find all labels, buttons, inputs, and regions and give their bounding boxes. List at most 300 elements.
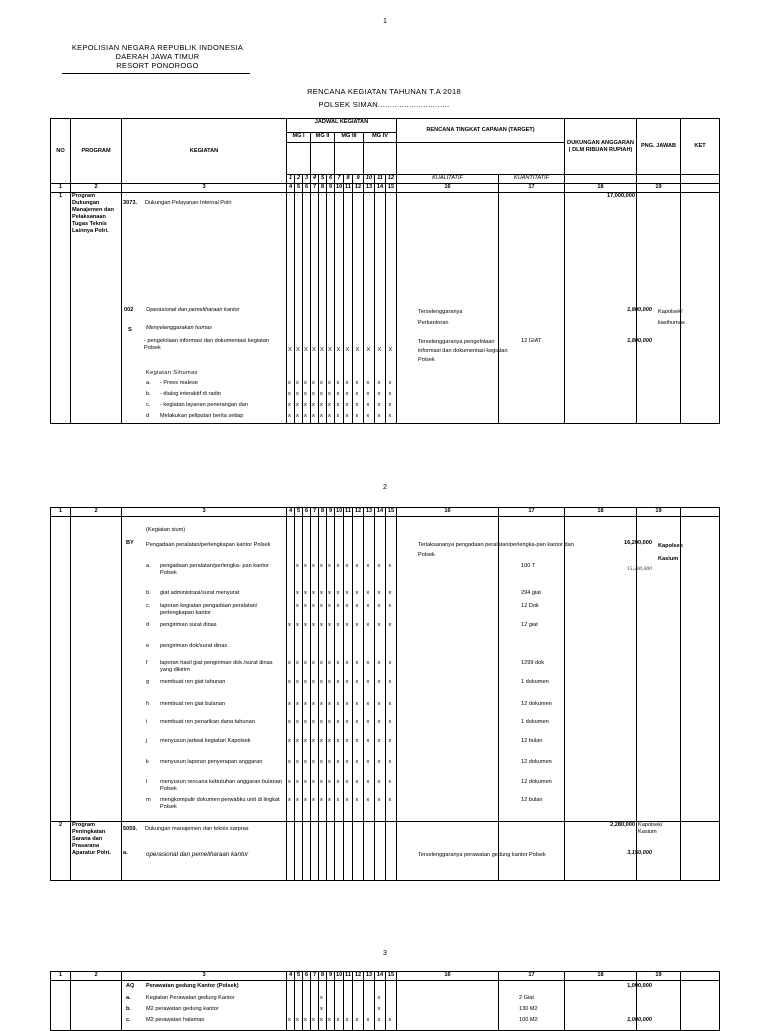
- list-item-text: menyusun laporan penyerapan anggaran: [160, 759, 263, 765]
- aq-code: AQ: [126, 983, 135, 989]
- institution-line-3: RESORT PONOROGO: [116, 61, 199, 70]
- schedule-mark: x: [336, 380, 340, 386]
- schedule-mark: x: [336, 779, 340, 785]
- schedule-mark: x: [320, 1017, 323, 1023]
- subS-code: S: [128, 327, 132, 333]
- schedule-mark: x: [345, 701, 349, 707]
- list-item-qty: 12 dokumen: [521, 779, 552, 785]
- head-target: RENCANA TINGKAT CAPAIAN (TARGET): [397, 119, 565, 143]
- colnum: 16: [397, 508, 499, 517]
- month-6: 6: [327, 175, 335, 184]
- colnum: 3: [122, 972, 287, 981]
- month-7: 7: [335, 175, 344, 184]
- schedule-mark: x: [336, 391, 340, 397]
- schedule-mark: x: [377, 995, 381, 1001]
- list-item-amount: 1,000,000: [627, 1017, 652, 1023]
- schedule-mark: x: [366, 380, 370, 386]
- list-item-text: giat administrasi/surat menyurat: [160, 590, 240, 596]
- colnum: 4: [287, 508, 295, 517]
- sub002-pj: Kapolsek/ kasihumas: [658, 309, 685, 326]
- by-amount-2: 15,200,000: [626, 566, 652, 572]
- schedule-mark: x: [296, 679, 299, 685]
- schedule-mark: x: [336, 701, 340, 707]
- subS-target: Terselenggaranya pengelolaan informasi dan dokumentasi kegiatan Polsek: [418, 339, 508, 363]
- colnum: 17: [499, 972, 565, 981]
- schedule-mark: x: [355, 701, 359, 707]
- schedule-mark: x: [312, 622, 315, 628]
- schedule-mark: x: [288, 391, 291, 397]
- head-quarter-4: MG IV: [364, 133, 397, 143]
- schedule-mark: x: [345, 759, 349, 765]
- schedule-mark: x: [366, 622, 370, 628]
- schedule-mark: x: [328, 402, 331, 408]
- schedule-mark: x: [312, 391, 315, 397]
- list-item-qty: 12 bulan: [521, 738, 543, 744]
- schedule-mark: x: [320, 590, 323, 596]
- schedule-mark: x: [288, 701, 291, 707]
- schedule-mark: x: [312, 402, 315, 408]
- schedule-mark: x: [336, 797, 340, 803]
- schedule-mark: x: [355, 660, 359, 666]
- schedule-mark: x: [312, 679, 315, 685]
- schedule-mark: x: [320, 701, 323, 707]
- schedule-mark: x: [296, 779, 299, 785]
- schedule-mark: x: [328, 701, 331, 707]
- list-item-text: membuat ren penarikan dana tahunan: [160, 719, 255, 725]
- colnum: 17: [499, 184, 565, 193]
- list-item-qty: 12 bulan: [521, 797, 543, 803]
- row2-amount: 2,280,000: [565, 822, 637, 881]
- schedule-mark: x: [304, 603, 307, 609]
- schedule-mark: x: [328, 660, 331, 666]
- by-target: Terlaksananya pengadaan peralatan/perlengka-pan kantor dan Polsek: [418, 542, 574, 558]
- list-item-key: d: [146, 413, 150, 419]
- colnum: 17: [499, 508, 565, 517]
- schedule-mark: x: [296, 603, 299, 609]
- schedule-mark: x: [345, 660, 349, 666]
- list-item-qty: 1299 dok: [521, 660, 545, 666]
- schedule-mark: X: [320, 347, 324, 353]
- schedule-mark: x: [388, 738, 392, 744]
- aq-text: Perawatan gedung Kantor (Polsek): [146, 983, 239, 989]
- schedule-mark: x: [355, 603, 359, 609]
- schedule-mark: x: [377, 701, 381, 707]
- colnum: 18: [565, 972, 637, 981]
- row2-program: Program Peningkatan Sarana dan Prasarana Aparatur Polri.: [71, 822, 122, 881]
- schedule-mark: x: [366, 701, 370, 707]
- colnum: 10: [335, 508, 344, 517]
- sub002-text: Operasional dan pemeliharaan kantor: [146, 307, 240, 313]
- institution-line-2: DAERAH JAWA TIMUR: [115, 52, 200, 61]
- list-item-text: Melakukan peliputan berita setiap: [160, 413, 244, 419]
- row2-target: Terselenggaranya perawatan gedung kantor Polsek: [418, 852, 546, 858]
- schedule-mark: x: [377, 679, 381, 685]
- schedule-mark: x: [328, 797, 331, 803]
- colnum: 1: [51, 508, 71, 517]
- schedule-mark: x: [377, 603, 381, 609]
- list-item-key: m: [146, 797, 151, 803]
- colnum: 7: [311, 972, 319, 981]
- schedule-mark: x: [312, 759, 315, 765]
- month-12: 12: [386, 175, 397, 184]
- institution-line-1: KEPOLISIAN NEGARA REPUBLIK INDONESIA: [71, 43, 244, 52]
- schedule-mark: x: [355, 779, 359, 785]
- colnum: 8: [319, 508, 327, 517]
- schedule-mark: x: [345, 679, 349, 685]
- schedule-mark: x: [345, 563, 349, 569]
- month-10: 10: [364, 175, 375, 184]
- schedule-mark: x: [388, 779, 392, 785]
- colnum: 4: [287, 972, 295, 981]
- schedule-mark: x: [366, 738, 370, 744]
- schedule-mark: x: [304, 660, 307, 666]
- list-item-qty: 100 M2: [519, 1017, 538, 1023]
- schedule-mark: x: [304, 563, 307, 569]
- schedule-mark: x: [336, 738, 340, 744]
- schedule-mark: x: [388, 380, 392, 386]
- colnum: 15: [386, 184, 397, 193]
- row1-code: 3073.: [123, 200, 137, 206]
- schedule-mark: x: [296, 563, 299, 569]
- schedule-mark: x: [328, 622, 331, 628]
- row2-sub-text: operasional dan pemeliharaan kantor: [146, 851, 249, 858]
- colnum: 13: [364, 972, 375, 981]
- schedule-mark: x: [355, 402, 359, 408]
- schedule-mark: x: [328, 391, 331, 397]
- schedule-mark: x: [320, 779, 323, 785]
- month-2: 2: [295, 175, 303, 184]
- schedule-mark: x: [388, 660, 392, 666]
- sub002-amount: 1,800,000: [627, 307, 652, 313]
- subS-amount: 1,800,000: [627, 338, 652, 344]
- head-ket: KET: [681, 119, 720, 175]
- activity-table-page-1: [50, 118, 720, 424]
- schedule-mark: X: [304, 347, 308, 353]
- schedule-mark: X: [296, 347, 300, 353]
- list-item-qty: 12 dokumen: [521, 759, 552, 765]
- schedule-mark: x: [312, 380, 315, 386]
- schedule-mark: x: [336, 413, 340, 419]
- colnum: 15: [386, 508, 397, 517]
- schedule-mark: x: [377, 380, 381, 386]
- month-8: 8: [344, 175, 353, 184]
- row1-kegiatan: Dukungan Pelayanan Internal Polri: [145, 200, 232, 206]
- colnum: 12: [353, 508, 364, 517]
- list-item-text: pengiriman dok/surat dinas: [160, 643, 228, 649]
- colnum: 8: [319, 184, 327, 193]
- schedule-mark: x: [336, 603, 340, 609]
- by-code: BY: [126, 540, 134, 546]
- list-item-text: membuat ren giat tahunan: [160, 679, 226, 685]
- schedule-mark: x: [377, 413, 381, 419]
- list-item-key: f: [146, 660, 148, 666]
- schedule-mark: x: [377, 797, 381, 803]
- schedule-mark: X: [312, 347, 316, 353]
- list-item-key: d: [146, 622, 150, 628]
- list-item-text: M2 perawatan gedung kantor: [146, 1006, 219, 1012]
- list-item-key: a.: [126, 995, 131, 1001]
- colnum: 9: [327, 508, 335, 517]
- month-11: 11: [375, 175, 386, 184]
- schedule-mark: x: [312, 701, 315, 707]
- schedule-mark: x: [355, 1017, 359, 1023]
- schedule-mark: x: [388, 563, 392, 569]
- list-item-text: - dialog interaktif di radio: [160, 391, 221, 397]
- list-item-key: i: [146, 719, 148, 725]
- schedule-mark: x: [366, 679, 370, 685]
- row2-code: 5059.: [123, 826, 137, 832]
- colnum: 14: [375, 184, 386, 193]
- schedule-mark: x: [288, 380, 291, 386]
- schedule-mark: x: [312, 797, 315, 803]
- schedule-mark: x: [388, 391, 392, 397]
- list-item-key: c.: [126, 1017, 131, 1023]
- schedule-mark: X: [288, 347, 292, 353]
- schedule-mark: x: [296, 402, 299, 408]
- schedule-mark: x: [388, 797, 392, 803]
- schedule-mark: x: [288, 738, 291, 744]
- page2-intro: (Kegiatan sium): [146, 527, 186, 533]
- colnum: 5: [295, 972, 303, 981]
- colnum: 7: [311, 184, 319, 193]
- schedule-mark: x: [336, 759, 340, 765]
- colnum: 10: [335, 184, 344, 193]
- schedule-mark: x: [345, 590, 349, 596]
- schedule-mark: x: [355, 679, 359, 685]
- schedule-mark: x: [312, 779, 315, 785]
- schedule-mark: x: [355, 797, 359, 803]
- colnum: 8: [319, 972, 327, 981]
- colnum: 3: [122, 184, 287, 193]
- schedule-mark: x: [366, 779, 370, 785]
- head-target-text: [397, 143, 565, 175]
- colnum: 6: [303, 184, 311, 193]
- colnum: 19: [637, 184, 681, 193]
- schedule-mark: x: [355, 719, 359, 725]
- schedule-mark: x: [366, 413, 370, 419]
- colnum: 14: [375, 972, 386, 981]
- schedule-mark: x: [336, 679, 340, 685]
- subS-detail: - pengelolaan informasi dan dokumentasi kegiatan Polsek: [144, 338, 270, 351]
- schedule-mark: x: [336, 660, 340, 666]
- schedule-mark: x: [288, 759, 291, 765]
- row1-amount: 17,000,000: [565, 193, 637, 424]
- list-item-text: laporan hasil giat pengiriman dok./surat dinas yang dikirim: [160, 660, 273, 673]
- month-1: 1: [287, 175, 295, 184]
- list-item-text: laporan kegiatan pengadaan peralatan/ perlengkapan kantor: [160, 603, 258, 616]
- schedule-mark: X: [328, 347, 332, 353]
- schedule-mark: x: [388, 759, 392, 765]
- colnum: 9: [327, 184, 335, 193]
- schedule-mark: x: [345, 413, 349, 419]
- list-item-key: k: [146, 759, 149, 765]
- schedule-mark: x: [377, 738, 381, 744]
- schedule-mark: x: [304, 738, 307, 744]
- schedule-mark: x: [304, 719, 307, 725]
- schedule-mark: x: [328, 1017, 331, 1023]
- colnum: 4: [287, 184, 295, 193]
- colnum: 3: [122, 508, 287, 517]
- list-item-text: - Prees realese: [160, 380, 198, 386]
- colnum: 1: [51, 972, 71, 981]
- schedule-mark: X: [366, 347, 371, 353]
- schedule-mark: x: [345, 380, 349, 386]
- colnum: 14: [375, 508, 386, 517]
- schedule-mark: x: [320, 660, 323, 666]
- schedule-mark: x: [288, 779, 291, 785]
- schedule-mark: x: [345, 719, 349, 725]
- colnum: 10: [335, 972, 344, 981]
- schedule-mark: x: [288, 679, 291, 685]
- schedule-mark: x: [328, 719, 331, 725]
- head-dukungan: DUKUNGAN ANGGARAN ( DLM RIBUAN RUPIAH): [565, 119, 637, 175]
- header-underline: [62, 73, 250, 74]
- schedule-mark: x: [304, 759, 307, 765]
- schedule-mark: x: [388, 1017, 392, 1023]
- schedule-mark: x: [345, 391, 349, 397]
- row1-no: 1: [51, 193, 71, 424]
- schedule-mark: x: [328, 738, 331, 744]
- colnum: 15: [386, 972, 397, 981]
- list-item-key: b.: [146, 590, 151, 596]
- head-kuantitatif: KUANTITATIF: [499, 175, 565, 184]
- schedule-mark: x: [304, 402, 307, 408]
- schedule-mark: x: [366, 563, 370, 569]
- schedule-mark: x: [345, 738, 349, 744]
- subS-qty: 12 GIAT: [521, 338, 542, 344]
- colnum: 1: [51, 184, 71, 193]
- plan-title: RENCANA KEGIATAN TAHUNAN T.A 2018: [307, 87, 461, 96]
- list-item-key: b.: [146, 391, 151, 397]
- schedule-mark: X: [345, 347, 350, 353]
- colnum: 2: [71, 508, 122, 517]
- schedule-mark: x: [320, 380, 323, 386]
- by-amount: 16,200,000: [624, 540, 652, 546]
- column-number-row-1: [51, 184, 720, 193]
- schedule-mark: x: [296, 622, 299, 628]
- colnum: 16: [397, 972, 499, 981]
- schedule-mark: x: [377, 622, 381, 628]
- schedule-mark: x: [366, 603, 370, 609]
- colnum: 9: [327, 972, 335, 981]
- month-3: 3: [303, 175, 311, 184]
- head-jadwal: JADWAL KEGIATAN: [287, 119, 397, 133]
- schedule-mark: x: [345, 779, 349, 785]
- schedule-mark: x: [388, 590, 392, 596]
- schedule-mark: x: [336, 719, 340, 725]
- schedule-mark: X: [336, 347, 341, 353]
- row1-program: Program Dukungan Manajemen dan Pelaksanaan Tugas Teknis Lainnya Polri.: [71, 193, 122, 424]
- schedule-mark: x: [366, 660, 370, 666]
- list-item-key: g: [146, 679, 150, 685]
- schedule-mark: x: [320, 563, 323, 569]
- month-5: 5: [319, 175, 327, 184]
- schedule-mark: x: [355, 622, 359, 628]
- schedule-mark: x: [296, 701, 299, 707]
- schedule-mark: x: [377, 779, 381, 785]
- list-item-text: - kegiatan layanan penerangan dan: [160, 402, 249, 408]
- schedule-mark: x: [366, 797, 370, 803]
- schedule-mark: x: [296, 590, 299, 596]
- colnum: 11: [344, 184, 353, 193]
- schedule-mark: x: [328, 679, 331, 685]
- list-item-text: M2 perawatan halaman: [146, 1017, 205, 1023]
- schedule-mark: x: [296, 719, 299, 725]
- schedule-mark: x: [345, 402, 349, 408]
- schedule-mark: x: [328, 413, 331, 419]
- colnum: 6: [303, 508, 311, 517]
- colnum: 7: [311, 508, 319, 517]
- schedule-mark: x: [345, 622, 349, 628]
- schedule-mark: x: [328, 603, 331, 609]
- list-item-text: pengadaan peralatan/perlengka- pan kantor Polsek: [160, 563, 269, 576]
- schedule-mark: x: [320, 391, 323, 397]
- schedule-mark: x: [345, 1017, 349, 1023]
- schedule-mark: x: [304, 391, 307, 397]
- colnum: 13: [364, 184, 375, 193]
- row2-sub-code: a.: [123, 850, 128, 856]
- schedule-mark: x: [304, 590, 307, 596]
- schedule-mark: x: [328, 759, 331, 765]
- schedule-mark: x: [388, 622, 392, 628]
- list-item-text: Kegiatan Perawatan gedung Kantor: [146, 995, 235, 1001]
- schedule-mark: x: [312, 660, 315, 666]
- colnum: 2: [71, 972, 122, 981]
- schedule-mark: x: [355, 590, 359, 596]
- head-kualitatif: KUALITATIF: [397, 175, 499, 184]
- schedule-mark: X: [355, 347, 360, 353]
- schedule-mark: x: [304, 1017, 307, 1023]
- schedule-mark: x: [320, 759, 323, 765]
- schedule-mark: x: [336, 622, 340, 628]
- schedule-mark: x: [355, 391, 359, 397]
- list-item-qty: 12 giat: [521, 622, 538, 628]
- column-number-row-2: [51, 508, 720, 517]
- head-kegiatan: KEGIATAN: [122, 119, 287, 184]
- colnum: 16: [397, 184, 499, 193]
- schedule-mark: x: [377, 590, 381, 596]
- schedule-mark: x: [377, 402, 381, 408]
- schedule-mark: x: [312, 719, 315, 725]
- schedule-mark: x: [312, 738, 315, 744]
- head-quarter-2: MG II: [311, 133, 335, 143]
- month-9: 9: [353, 175, 364, 184]
- schedule-mark: x: [366, 1017, 370, 1023]
- list-item-text: mengkompulir dokumen perwabku unit di lingkat Polsek: [160, 797, 280, 810]
- colnum: 19: [637, 508, 681, 517]
- schedule-mark: x: [288, 660, 291, 666]
- schedule-mark: x: [377, 660, 381, 666]
- list-item-key: c.: [146, 603, 151, 609]
- row2-pj: Kapolsek/ Kasium: [637, 822, 681, 881]
- list-item-qty: 1 dokumen: [521, 719, 549, 725]
- list-item-key: l: [146, 779, 148, 785]
- colnum: 11: [344, 972, 353, 981]
- list-item-qty: 1 dokumen: [521, 679, 549, 685]
- head-quarter-1: MG I: [287, 133, 311, 143]
- page-number-3: 3: [383, 950, 387, 957]
- head-no: NO: [51, 119, 71, 184]
- colnum: 18: [565, 184, 637, 193]
- page-number-1: 1: [383, 18, 387, 25]
- schedule-mark: x: [336, 590, 340, 596]
- schedule-mark: x: [388, 402, 392, 408]
- schedule-mark: x: [336, 563, 340, 569]
- schedule-mark: x: [320, 622, 323, 628]
- schedule-mark: x: [296, 660, 299, 666]
- month-4: 4: [311, 175, 319, 184]
- colnum: 19: [637, 972, 681, 981]
